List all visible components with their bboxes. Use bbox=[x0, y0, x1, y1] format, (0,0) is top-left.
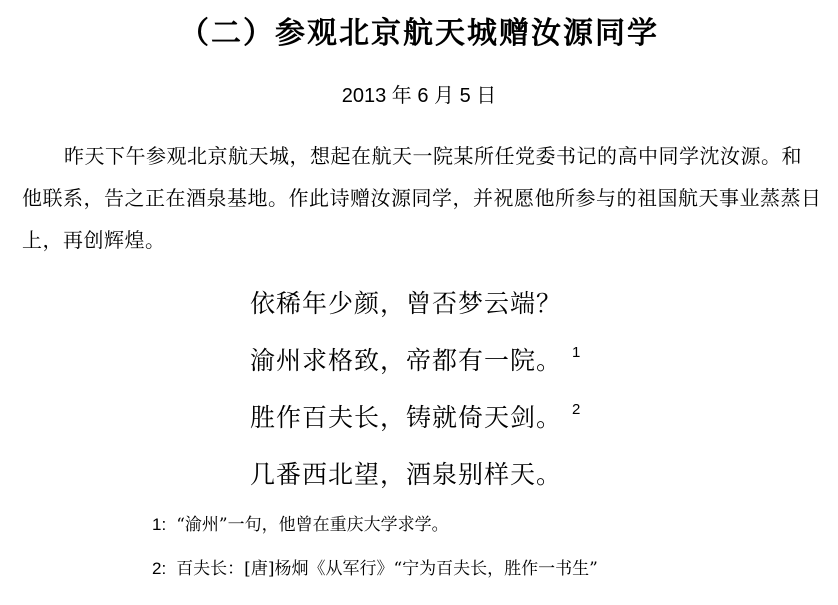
footnote-number: 2: bbox=[152, 559, 167, 578]
footnote-marker: 1 bbox=[572, 344, 582, 361]
footnote-text: “渝州”一句，他曾在重庆大学求学。 bbox=[176, 515, 449, 535]
footnote-marker: 2 bbox=[572, 401, 582, 418]
poem bbox=[250, 278, 810, 506]
footnote-number: 1: bbox=[152, 515, 167, 534]
poem-line-1 bbox=[250, 278, 810, 318]
footnote-text: 百夫长：[唐]杨炯《从军行》“宁为百夫长，胜作一书生” bbox=[176, 559, 598, 579]
footnote-1 bbox=[152, 512, 832, 538]
poem-line-3 bbox=[250, 392, 810, 432]
poem-line-4 bbox=[250, 449, 810, 489]
poem-line-2 bbox=[250, 335, 810, 375]
poem-line-text: 几番西北望，酒泉别样天。 bbox=[250, 460, 563, 489]
footnotes bbox=[152, 512, 832, 600]
intro-paragraph: 昨天下午参观北京航天城，想起在航天一院某所任党委书记的高中同学沈汝源。和他联系，告之正在酒泉基地。作此诗赠汝源同学，并祝愿他所参与的祖国航天事业蒸蒸日上，再创辉煌。 bbox=[22, 144, 822, 252]
date-line: 2013 年 6 月 5 日 bbox=[341, 85, 497, 107]
poem-line-text: 渝州求格致，帝都有一院。 bbox=[250, 346, 563, 375]
footnote-2 bbox=[152, 556, 832, 582]
poem-line-text: 胜作百夫长，铸就倚天剑。 bbox=[250, 403, 563, 432]
page-title: （二）参观北京航天城赠汝源同学 bbox=[179, 16, 659, 51]
poem-line-text: 依稀年少颜，曾否梦云端？ bbox=[250, 289, 563, 318]
